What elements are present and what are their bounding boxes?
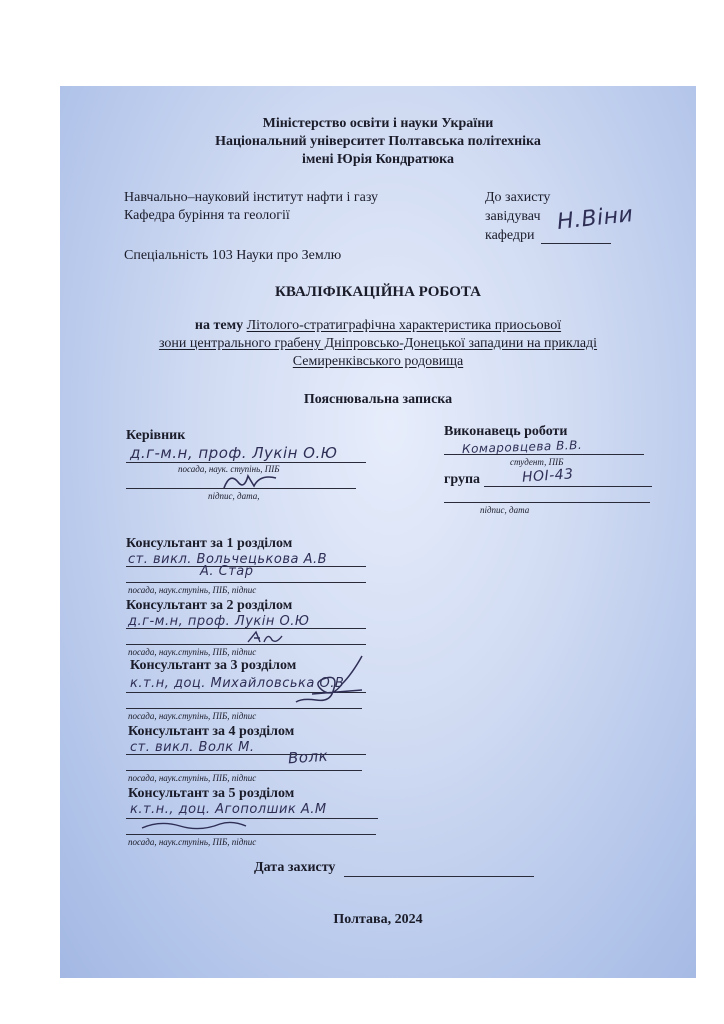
performer-caption-1: студент, ПІБ	[510, 457, 564, 467]
university-line: Національний університет Полтавська політехніка	[215, 134, 541, 149]
consultant-5-signature	[140, 816, 250, 836]
consultant-2-line	[126, 628, 366, 629]
topic-line-1	[60, 318, 696, 334]
consultant-5-handwritten: к.т.н., доц. Агополшик А.М	[130, 802, 327, 817]
consultant-4-handwritten: ст. викл. Волк М.	[130, 740, 255, 755]
consultant-3-handwritten: к.т.н, доц. Михайловська О.В	[130, 676, 345, 691]
supervisor-caption-2: підпис, дата,	[208, 491, 260, 501]
city-year: Полтава, 2024	[333, 912, 423, 927]
performer-caption-2: підпис, дата	[480, 505, 530, 515]
consultant-1-handwritten: ст. викл. Вольчецькова А.В	[128, 552, 328, 567]
department-line: Кафедра буріння та геології	[124, 208, 290, 223]
consultant-3-caption: посада, наук.ступінь, ПІБ, підпис	[128, 711, 257, 721]
consultant-3-sign-line	[126, 708, 362, 709]
consultant-2-handwritten: д.г-м.н, проф. Лукін О.Ю	[128, 614, 310, 629]
approval-line-1: До захисту	[485, 190, 551, 205]
consultant-1-caption: посада, наук.ступінь, ПІБ, підпис	[128, 585, 257, 595]
consultant-4-label: Консультант за 4 розділом	[128, 724, 295, 739]
consultant-1-sign-line	[126, 582, 366, 583]
document-title: КВАЛІФІКАЦІЙНА РОБОТА	[275, 284, 481, 300]
approval-line-2: завідувач	[485, 209, 541, 224]
approval-line-3: кафедри	[485, 228, 535, 243]
supervisor-label: Керівник	[126, 428, 186, 443]
topic-text-1: Літолого-стратиграфічна характеристика приосьової	[246, 318, 562, 333]
topic-text-3: Семиренківського родовища	[292, 354, 464, 369]
consultant-2-caption: посада, наук.ступінь, ПІБ, підпис	[128, 647, 257, 657]
consultant-2-label: Консультант за 2 розділом	[126, 598, 293, 613]
named-after-line: імені Юрія Кондратюка	[301, 152, 455, 167]
consultant-5-sign-line	[126, 834, 376, 835]
consultant-5-label: Консультант за 5 розділом	[128, 786, 295, 801]
approval-signature-line	[541, 243, 611, 244]
document-page	[60, 86, 696, 978]
group-line	[484, 486, 652, 487]
group-value: НОІ-43	[521, 466, 575, 486]
consultant-3-signature	[292, 654, 372, 704]
ministry-line: Міністерство освіти і науки України	[262, 116, 494, 131]
supervisor-sign-line	[126, 488, 356, 489]
consultant-5-caption: посада, наук.ступінь, ПІБ, підпис	[128, 837, 257, 847]
topic-text-2: зони центрального грабену Дніпровсько-Донецької западини на прикладі	[158, 336, 598, 351]
supervisor-line	[126, 462, 366, 463]
performer-line	[444, 454, 644, 455]
performer-handwritten: Комаровцева В.В.	[461, 437, 583, 457]
explanatory-note: Пояснювальна записка	[303, 392, 453, 407]
consultant-4-line	[126, 754, 366, 755]
consultant-2-sign-line	[126, 644, 366, 645]
group-label: група	[444, 472, 481, 487]
consultant-1-label: Консультант за 1 розділом	[126, 536, 293, 551]
specialty-line: Спеціальність 103 Науки про Землю	[124, 248, 342, 263]
consultant-3-label: Консультант за 3 розділом	[130, 658, 297, 673]
consultant-1-signature: А. Стар	[200, 564, 254, 579]
performer-label: Виконавець роботи	[444, 424, 568, 439]
defense-date-label: Дата захисту	[254, 860, 336, 875]
defense-date-line	[344, 876, 534, 877]
supervisor-handwritten: д.г-м.н, проф. Лукін О.Ю	[130, 444, 338, 462]
consultant-4-sign-line	[126, 770, 362, 771]
consultant-4-signature: Волк	[287, 746, 329, 768]
topic-prefix: на тему	[194, 318, 244, 333]
supervisor-caption-1: посада, наук. ступінь, ПІБ	[178, 464, 280, 474]
consultant-4-caption: посада, наук.ступінь, ПІБ, підпис	[128, 773, 257, 783]
head-signature: Н.Віни	[555, 202, 635, 235]
performer-sign-line	[444, 502, 650, 503]
institute-line: Навчально–науковий інститут нафти і газу	[124, 190, 379, 205]
